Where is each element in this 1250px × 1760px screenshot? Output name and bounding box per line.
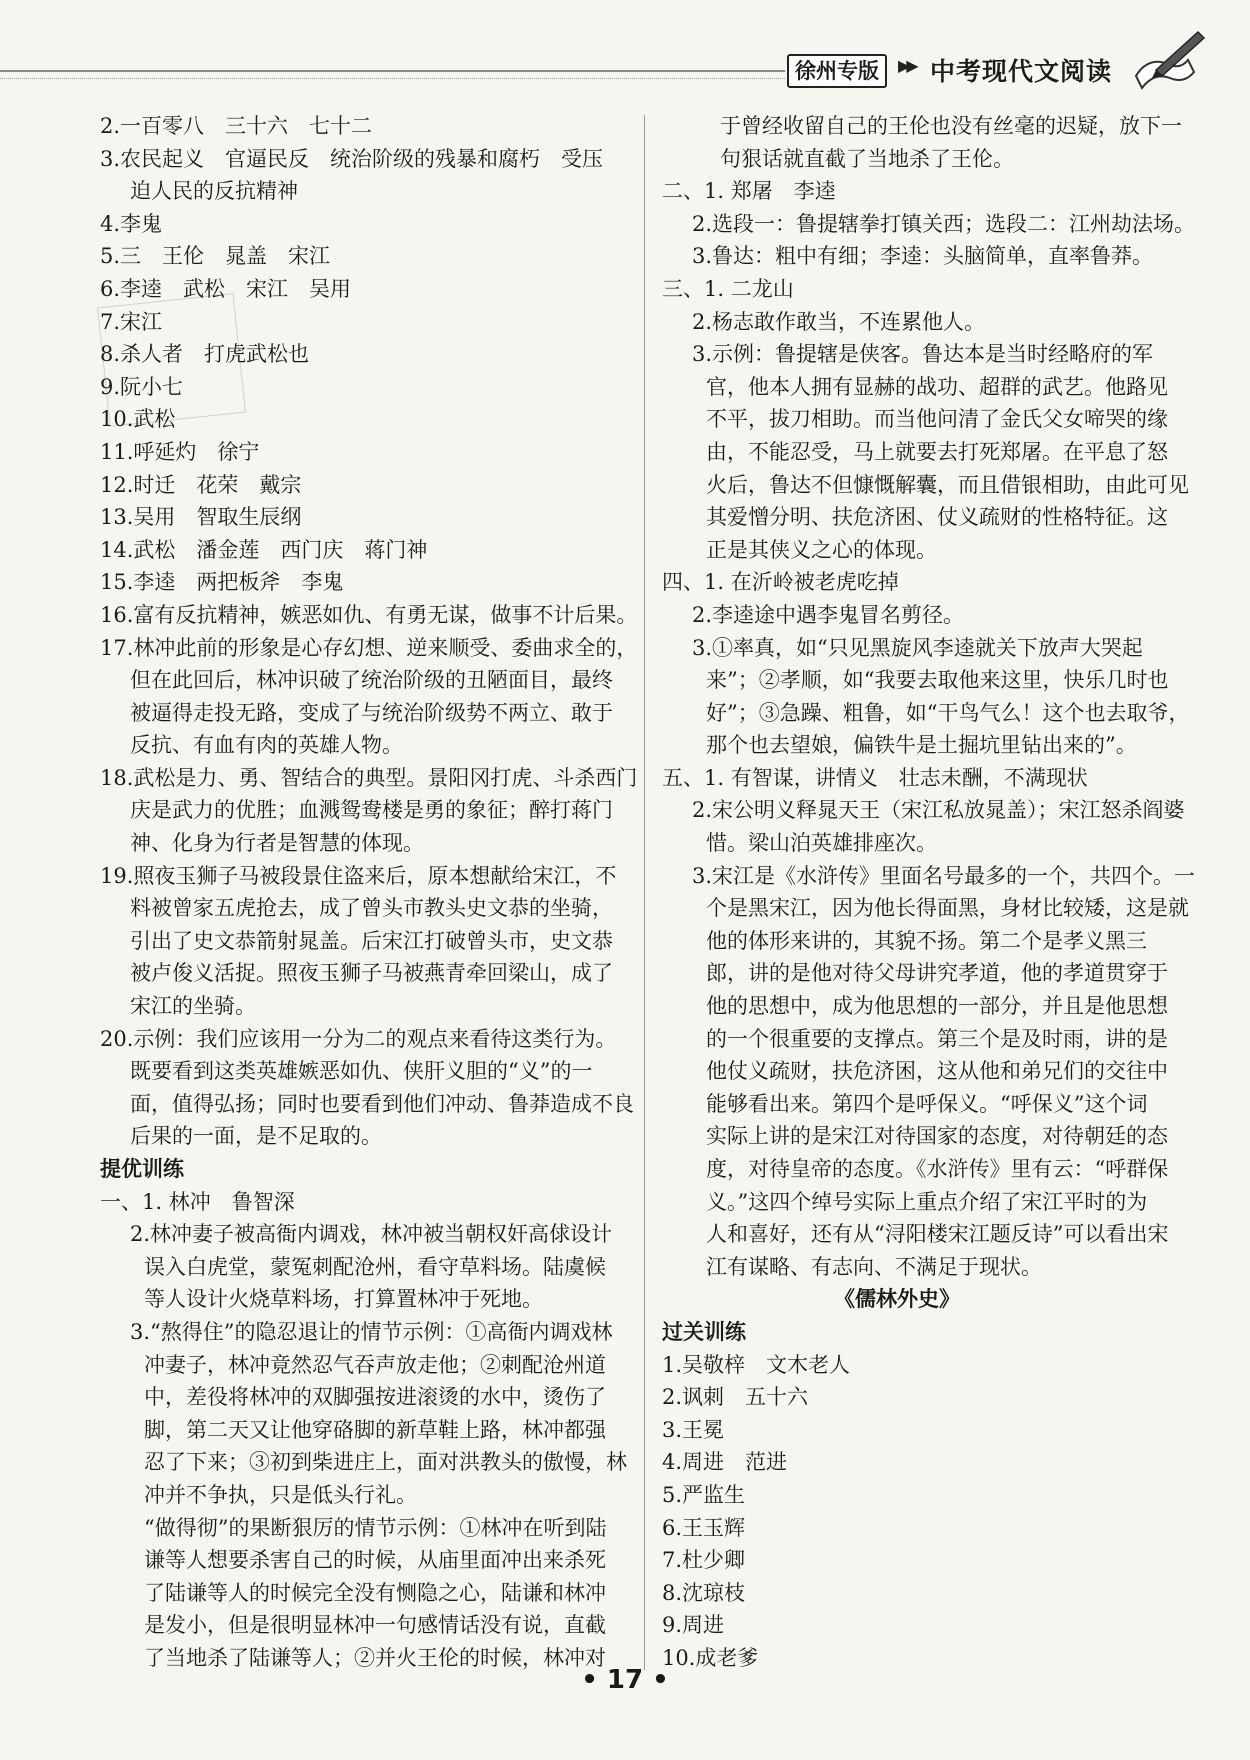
text-line: 那个也去望娘，偏铁牛是土掘坑里钻出来的”。 bbox=[706, 733, 1137, 758]
page-header bbox=[0, 48, 1250, 88]
text-line: 官，他本人拥有显赫的战功、超群的武艺。他路见 bbox=[706, 374, 1168, 399]
text-line: 了陆谦等人的时候完全没有恻隐之心，陆谦和林冲 bbox=[144, 1580, 606, 1605]
text-line: 其爱憎分明、扶危济困、仗义疏财的性格特征。这 bbox=[706, 505, 1168, 530]
text-line: 宋江的坐骑。 bbox=[130, 994, 256, 1019]
text-line: 2.选段一：鲁提辖拳打镇关西；选段二：江州劫法场。 bbox=[692, 211, 1196, 236]
text-line: 句狠话就直截了当地杀了王伦。 bbox=[720, 146, 1014, 171]
text-line: 引出了史文恭箭射晁盖。后宋江打破曾头市，史文恭 bbox=[130, 928, 613, 953]
text-line: 由，不能忍受，马上就要去打死郑屠。在平息了怒 bbox=[706, 439, 1168, 464]
text-line: 惜。梁山泊英雄排座次。 bbox=[706, 831, 937, 856]
text-line: 1.吴敬梓 文木老人 bbox=[662, 1352, 851, 1377]
text-line: 2.宋公明义释晁天王（宋江私放晁盖）；宋江怒杀阎婆 bbox=[692, 798, 1185, 823]
text-line: 3.农民起义 官逼民反 统治阶级的残暴和腐朽 受压 bbox=[100, 146, 604, 171]
text-line: 误入白虎堂，蒙冤刺配沧州，看守草料场。陆虞候 bbox=[144, 1254, 606, 1279]
text-line: 料被曾家五虎抢去，成了曾头市教头史文恭的坐骑， bbox=[130, 896, 613, 921]
text-line: 7.宋江 bbox=[100, 309, 163, 334]
text-line: 10.成老爹 bbox=[662, 1645, 759, 1670]
text-line: 既要看到这类英雄嫉恶如仇、侠肝义胆的“义”的一 bbox=[130, 1059, 593, 1084]
left-column bbox=[100, 110, 638, 1675]
text-line: 实际上讲的是宋江对待国家的态度，对待朝廷的态 bbox=[706, 1124, 1168, 1149]
header-rule bbox=[0, 70, 785, 79]
text-line: 三、1. 二龙山 bbox=[662, 276, 794, 301]
text-line: 他的体形来讲的，其貌不扬。第二个是孝义黑三 bbox=[706, 928, 1147, 953]
text-line: 3.宋江是《水浒传》里面名号最多的一个，共四个。一 bbox=[692, 863, 1196, 888]
text-line: 人和喜好，还有从“浔阳楼宋江题反诗”可以看出宋 bbox=[706, 1222, 1169, 1247]
text-line: 8.沈琼枝 bbox=[662, 1580, 746, 1605]
text-line: 3.“熬得住”的隐忍退让的情节示例：①高衙内调戏林 bbox=[130, 1319, 613, 1344]
text-line: 2.李逵途中遇李鬼冒名剪径。 bbox=[692, 602, 965, 627]
text-line: 13.吴用 智取生辰纲 bbox=[100, 505, 302, 530]
text-line: 的一个很重要的支撑点。第三个是及时雨，讲的是 bbox=[706, 1026, 1168, 1051]
text-line: 15.李逵 两把板斧 李鬼 bbox=[100, 570, 344, 595]
text-line: 《儒林外史》 bbox=[834, 1287, 960, 1312]
text-line: 2.讽刺 五十六 bbox=[662, 1385, 809, 1410]
text-line: 18.武松是力、勇、智结合的典型。景阳冈打虎、斗杀西门 bbox=[100, 765, 638, 790]
text-line: 度，对待皇帝的态度。《水浒传》里有云：“呼群保 bbox=[706, 1157, 1169, 1181]
text-line: 4.周进 范进 bbox=[662, 1450, 788, 1475]
text-line: 10.武松 bbox=[100, 407, 176, 432]
text-line: 火后，鲁达不但慷慨解囊，而且借银相助，由此可见 bbox=[706, 472, 1189, 497]
text-line: 9.阮小七 bbox=[100, 374, 184, 399]
text-line: 5.三 王伦 晁盖 宋江 bbox=[100, 244, 331, 269]
double-arrow-icon: ▶▶ bbox=[898, 56, 915, 75]
text-line: 等人设计火烧草料场，打算置林冲于死地。 bbox=[144, 1287, 543, 1312]
column-divider bbox=[644, 115, 645, 1670]
text-line: 他的思想中，成为他思想的一部分，并且是他思想 bbox=[706, 994, 1168, 1019]
text-line: 2.杨志敢作敢当，不连累他人。 bbox=[692, 309, 986, 334]
text-line: 江有谋略、有志向、不满足于现状。 bbox=[706, 1254, 1042, 1279]
text-line: 神、化身为行者是智慧的体现。 bbox=[130, 831, 424, 856]
page-number: • 17 • bbox=[581, 1665, 669, 1695]
text-line: 4.李鬼 bbox=[100, 211, 163, 236]
text-line: 个是黑宋江，因为他长得面黑，身材比较矮，这是就 bbox=[706, 896, 1189, 921]
text-line: 后果的一面，是不足取的。 bbox=[130, 1124, 382, 1149]
text-line: 义。”这四个绰号实际上重点介绍了宋江平时的为 bbox=[706, 1189, 1148, 1214]
text-line: 二、1. 郑屠 李逵 bbox=[662, 179, 836, 204]
text-line: 能够看出来。第四个是呼保义。“呼保义”这个词 bbox=[706, 1091, 1148, 1116]
right-column bbox=[662, 110, 1196, 1675]
text-line: 庆是武力的优胜；血溅鸳鸯楼是勇的象征；醉打蒋门 bbox=[130, 798, 613, 823]
text-line: 谦等人想要杀害自己的时候，从庙里面冲出来杀死 bbox=[144, 1548, 606, 1573]
text-line: 3.王冕 bbox=[662, 1417, 725, 1442]
text-line: 8.杀人者 打虎武松也 bbox=[100, 342, 310, 367]
text-line: 忍了下来；③初到柴进庄上，面对洪教头的傲慢，林 bbox=[144, 1450, 627, 1475]
text-line: 6.王玉辉 bbox=[662, 1515, 746, 1540]
edition-badge: 徐州专版 bbox=[787, 54, 887, 88]
text-line: 正是其侠义之心的体现。 bbox=[706, 537, 937, 562]
text-line: 来”；②孝顺，如“我要去取他来这里，快乐几时也 bbox=[706, 668, 1169, 693]
text-line: 12.时迁 花荣 戴宗 bbox=[100, 472, 302, 497]
text-line: 16.富有反抗精神，嫉恶如仇、有勇无谋，做事不计后果。 bbox=[100, 602, 638, 627]
text-line: 19.照夜玉狮子马被段景住盗来后，原本想献给宋江，不 bbox=[100, 863, 617, 888]
text-line: 提优训练 bbox=[100, 1157, 184, 1181]
text-line: 脚，第二天又让他穿硌脚的新草鞋上路，林冲都强 bbox=[144, 1417, 606, 1442]
text-line: 7.杜少卿 bbox=[662, 1548, 746, 1573]
text-line: 但在此回后，林冲识破了统治阶级的丑陋面目，最终 bbox=[130, 668, 613, 693]
text-line: 17.林冲此前的形象是心存幻想、逆来顺受、委曲求全的， bbox=[100, 635, 638, 660]
text-line: 一、1. 林冲 鲁智深 bbox=[100, 1189, 295, 1214]
text-line: 9.周进 bbox=[662, 1613, 725, 1638]
text-line: 20.示例：我们应该用一分为二的观点来看待这类行为。 bbox=[100, 1026, 617, 1051]
text-line: 6.李逵 武松 宋江 吴用 bbox=[100, 276, 352, 301]
text-line: 冲妻子，林冲竟然忍气吞声放走他；②刺配沧州道 bbox=[144, 1352, 606, 1377]
text-line: 郎，讲的是他对待父母讲究孝道，他的孝道贯穿于 bbox=[706, 961, 1168, 986]
text-line: 五、1. 有智谋，讲情义 壮志未酬，不满现状 bbox=[662, 765, 1088, 790]
text-line: 3.示例：鲁提辖是侠客。鲁达本是当时经略府的军 bbox=[692, 342, 1154, 367]
text-line: 好”；③急躁、粗鲁，如“干鸟气么！这个也去取爷， bbox=[706, 700, 1190, 725]
text-line: 14.武松 潘金莲 西门庆 蒋门神 bbox=[100, 537, 428, 562]
text-line: 11.呼延灼 徐宁 bbox=[100, 439, 260, 464]
text-line: 3.鲁达：粗中有细；李逵：头脑简单，直率鲁莽。 bbox=[692, 244, 1154, 269]
text-line: 面，值得弘扬；同时也要看到他们冲动、鲁莽造成不良 bbox=[130, 1091, 634, 1116]
text-line: 过关训练 bbox=[662, 1319, 746, 1344]
pen-paper-icon bbox=[1128, 26, 1208, 96]
text-line: 四、1. 在沂岭被老虎吃掉 bbox=[662, 570, 899, 595]
text-line: 2.一百零八 三十六 七十二 bbox=[100, 114, 373, 138]
text-line: 不平，拔刀相助。而当他问清了金氏父女啼哭的缘 bbox=[706, 407, 1168, 432]
text-line: 反抗、有血有肉的英雄人物。 bbox=[130, 733, 403, 758]
text-line: 被逼得走投无路，变成了与统治阶级势不两立、敢于 bbox=[130, 700, 613, 725]
text-line: 是发小，但是很明显林冲一句感情话没有说，直截 bbox=[144, 1613, 606, 1638]
text-line: 2.林冲妻子被高衙内调戏，林冲被当朝权奸高俅设计 bbox=[130, 1222, 613, 1247]
text-line: 于曾经收留自己的王伦也没有丝毫的迟疑，放下一 bbox=[720, 114, 1182, 138]
text-line: 被卢俊义活捉。照夜玉狮子马被燕青牵回梁山，成了 bbox=[130, 961, 613, 986]
text-line: 5.严监生 bbox=[662, 1482, 746, 1507]
text-line: 冲并不争执，只是低头行礼。 bbox=[144, 1482, 417, 1507]
series-title: 中考现代文阅读 bbox=[930, 57, 1113, 86]
text-line: 3.①率真，如“只见黑旋风李逵就关下放声大哭起 bbox=[692, 635, 1143, 660]
text-line: 中，差役将林冲的双脚强按进滚烫的水中，烫伤了 bbox=[144, 1385, 606, 1410]
text-line: 迫人民的反抗精神 bbox=[130, 179, 298, 204]
text-line: “做得彻”的果断狠厉的情节示例：①林冲在听到陆 bbox=[144, 1515, 607, 1540]
text-line: 了当地杀了陆谦等人；②并火王伦的时候，林冲对 bbox=[144, 1645, 606, 1670]
text-line: 他仗义疏财，扶危济困，这从他和弟兄们的交往中 bbox=[706, 1059, 1168, 1084]
